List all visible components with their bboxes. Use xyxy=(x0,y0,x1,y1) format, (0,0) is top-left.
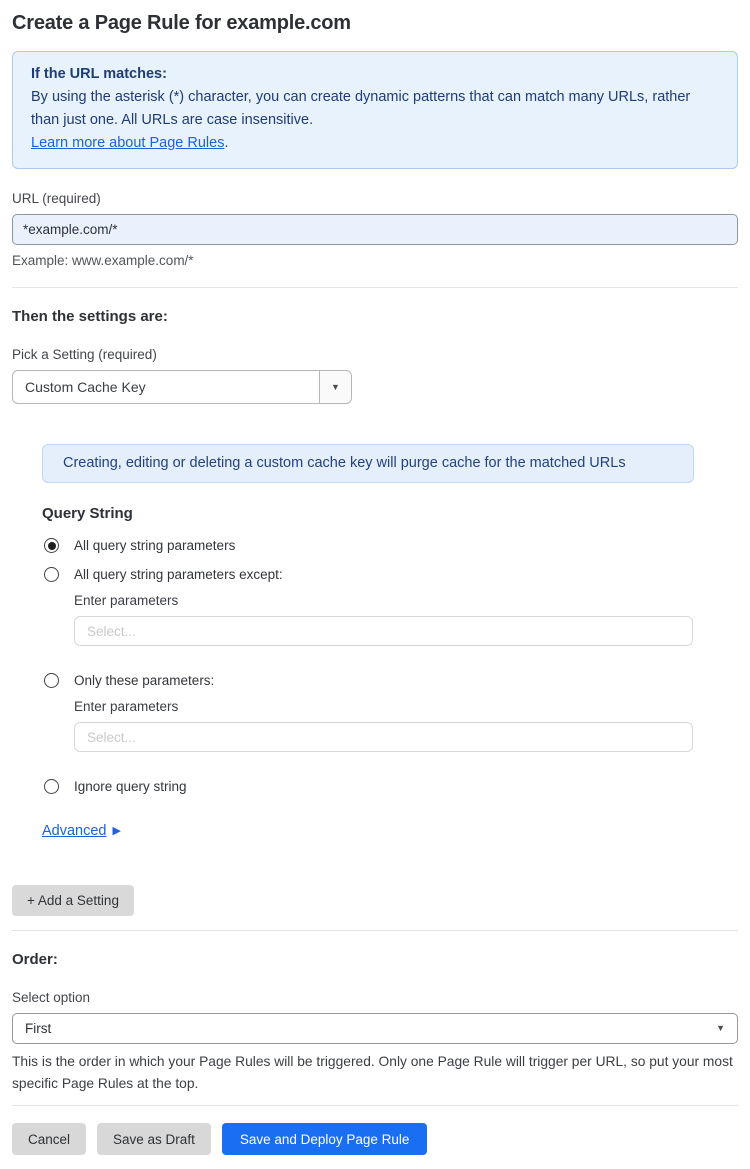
cancel-button[interactable]: Cancel xyxy=(12,1123,86,1155)
advanced-link[interactable] xyxy=(42,823,121,839)
chevron-down-icon: ▼ xyxy=(331,381,340,392)
save-deploy-button[interactable]: Save and Deploy Page Rule xyxy=(222,1123,428,1155)
order-select-value: First xyxy=(25,1021,52,1036)
url-input[interactable] xyxy=(12,214,738,245)
enter-parameters-label: Enter parameters xyxy=(74,593,179,608)
save-draft-button[interactable]: Save as Draft xyxy=(97,1123,211,1155)
divider xyxy=(12,287,738,288)
radio-button-icon[interactable] xyxy=(44,779,59,794)
advanced-link-text: Advanced xyxy=(42,823,107,839)
add-setting-button[interactable]: + Add a Setting xyxy=(12,885,134,916)
divider xyxy=(12,930,738,931)
info-box-link-line xyxy=(31,132,719,155)
learn-more-link[interactable]: Learn more about Page Rules xyxy=(31,135,225,151)
radio-all-params-except[interactable] xyxy=(44,567,738,582)
radio-button-icon[interactable] xyxy=(44,567,59,582)
order-heading: Order: xyxy=(12,951,58,968)
order-select[interactable] xyxy=(12,1013,738,1044)
radio-label: All query string parameters xyxy=(74,538,236,553)
radio-ignore-query-string[interactable] xyxy=(44,779,738,794)
url-match-info-box xyxy=(12,51,738,169)
info-box-heading: If the URL matches: xyxy=(31,66,167,82)
setting-select[interactable] xyxy=(12,370,352,404)
query-string-heading: Query String xyxy=(42,505,133,522)
radio-only-these-params[interactable] xyxy=(44,673,738,688)
divider xyxy=(12,1105,738,1106)
chevron-down-icon: ▼ xyxy=(716,1023,725,1033)
info-box-body: By using the asterisk (*) character, you can create dynamic patterns that can match many URLs, rather than just one. All URLs are case insensitive. xyxy=(31,89,691,128)
chevron-right-icon: ▶ xyxy=(112,824,121,837)
pick-setting-label: Pick a Setting (required) xyxy=(12,347,157,362)
radio-all-query-params[interactable] xyxy=(44,538,738,553)
only-parameters-input[interactable] xyxy=(74,722,693,752)
radio-label: Ignore query string xyxy=(74,779,187,794)
radio-button-icon[interactable] xyxy=(44,538,59,553)
radio-label: Only these parameters: xyxy=(74,673,215,688)
setting-select-arrow-button[interactable] xyxy=(319,371,351,403)
page-title: Create a Page Rule for example.com xyxy=(12,12,351,34)
order-help-text: This is the order in which your Page Rules will be triggered. Only one Page Rule will trigger per URL, so put your most specific Page Rules at the top. xyxy=(12,1054,733,1091)
radio-button-icon[interactable] xyxy=(44,673,59,688)
radio-label: All query string parameters except: xyxy=(74,567,283,582)
url-example-text: Example: www.example.com/* xyxy=(12,253,194,268)
url-label: URL (required) xyxy=(12,191,101,206)
select-option-label: Select option xyxy=(12,990,91,1005)
except-parameters-input[interactable] xyxy=(74,616,693,646)
enter-parameters-label: Enter parameters xyxy=(74,699,179,714)
settings-heading: Then the settings are: xyxy=(12,308,168,325)
cache-key-note: Creating, editing or deleting a custom cache key will purge cache for the matched URLs xyxy=(42,444,694,483)
link-period: . xyxy=(224,135,229,151)
create-page-rule-form xyxy=(0,12,750,1169)
setting-select-value: Custom Cache Key xyxy=(25,379,146,395)
footer-button-row xyxy=(12,1123,738,1155)
